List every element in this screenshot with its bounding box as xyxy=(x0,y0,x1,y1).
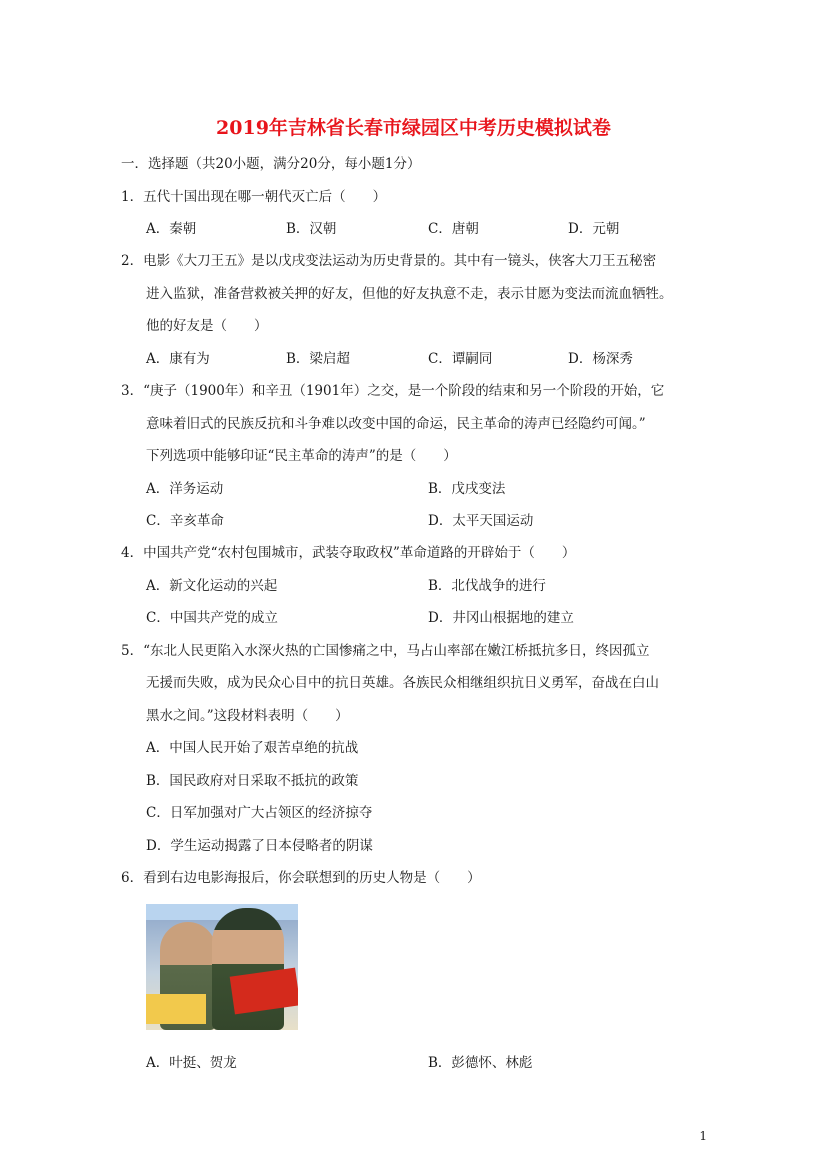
page-title: 2019年吉林省长春市绿园区中考历史模拟试卷 xyxy=(216,117,611,139)
q2-option-c[interactable]: C．谭嗣同 xyxy=(428,351,493,367)
q5-option-d[interactable]: D．学生运动揭露了日本侵略者的阴谋 xyxy=(146,838,373,854)
q3-option-b[interactable]: B．戊戌变法 xyxy=(428,481,506,497)
movie-poster-image xyxy=(146,904,298,1030)
question-2-line-1: 2．电影《大刀王五》是以戊戌变法运动为历史背景的。其中有一镜头，侠客大刀王五秘密 xyxy=(121,253,657,269)
q6-option-b[interactable]: B．彭德怀、林彪 xyxy=(428,1055,533,1071)
q3-option-a[interactable]: A．洋务运动 xyxy=(146,481,224,497)
q5-option-a[interactable]: A．中国人民开始了艰苦卓绝的抗战 xyxy=(146,740,359,756)
question-2-line-3: 他的好友是（ ） xyxy=(146,318,268,334)
question-6-text: 6．看到右边电影海报后，你会联想到的历史人物是（ ） xyxy=(121,870,481,886)
question-5-line-1: 5．“东北人民更陷入水深火热的亡国惨痛之中，马占山率部在嫩江桥抵抗多日，终因孤立 xyxy=(121,643,650,659)
page-number: 1 xyxy=(699,1129,707,1143)
q4-option-a[interactable]: A．新文化运动的兴起 xyxy=(146,578,278,594)
q2-option-b[interactable]: B．梁启超 xyxy=(286,351,350,367)
q2-option-a[interactable]: A．康有为 xyxy=(146,351,210,367)
q6-option-a[interactable]: A．叶挺、贺龙 xyxy=(146,1055,237,1071)
question-3-line-2: 意味着旧式的民族反抗和斗争难以改变中国的命运，民主革命的涛声已经隐约可闻。” xyxy=(146,416,646,432)
q2-option-d[interactable]: D．杨深秀 xyxy=(568,351,633,367)
section-heading: 一．选择题（共20小题，满分20分，每小题1分） xyxy=(121,156,421,172)
question-3-line-3: 下列选项中能够印证“民主革命的涛声”的是（ ） xyxy=(146,448,457,464)
question-2-line-2: 进入监狱，准备营救被关押的好友，但他的好友执意不走，表示甘愿为变法而流血牺牲。 xyxy=(146,286,673,302)
question-4-text: 4．中国共产党“农村包围城市，武装夺取政权”革命道路的开辟始于（ ） xyxy=(121,545,576,561)
q3-option-d[interactable]: D．太平天国运动 xyxy=(428,513,534,529)
question-5-line-2: 无援而失败，成为民众心目中的抗日英雄。各族民众相继组织抗日义勇军，奋战在白山 xyxy=(146,675,659,691)
question-5-line-3: 黑水之间。”这段材料表明（ ） xyxy=(146,708,349,724)
q1-option-b[interactable]: B．汉朝 xyxy=(286,221,337,237)
q5-option-b[interactable]: B．国民政府对日采取不抵抗的政策 xyxy=(146,773,359,789)
q3-option-c[interactable]: C．辛亥革命 xyxy=(146,513,224,529)
q4-option-c[interactable]: C．中国共产党的成立 xyxy=(146,610,278,626)
question-3-line-1: 3．“庚子（1900年）和辛丑（1901年）之交，是一个阶段的结束和另一个阶段的开始，它 xyxy=(121,383,665,399)
q5-option-c[interactable]: C．日军加强对广大占领区的经济掠夺 xyxy=(146,805,373,821)
q1-option-c[interactable]: C．唐朝 xyxy=(428,221,479,237)
q4-option-d[interactable]: D．井冈山根据地的建立 xyxy=(428,610,574,626)
q1-option-d[interactable]: D．元朝 xyxy=(568,221,620,237)
question-1-text: 1．五代十国出现在哪一朝代灭亡后（ ） xyxy=(121,189,387,205)
q1-option-a[interactable]: A．秦朝 xyxy=(146,221,197,237)
q4-option-b[interactable]: B．北伐战争的进行 xyxy=(428,578,546,594)
